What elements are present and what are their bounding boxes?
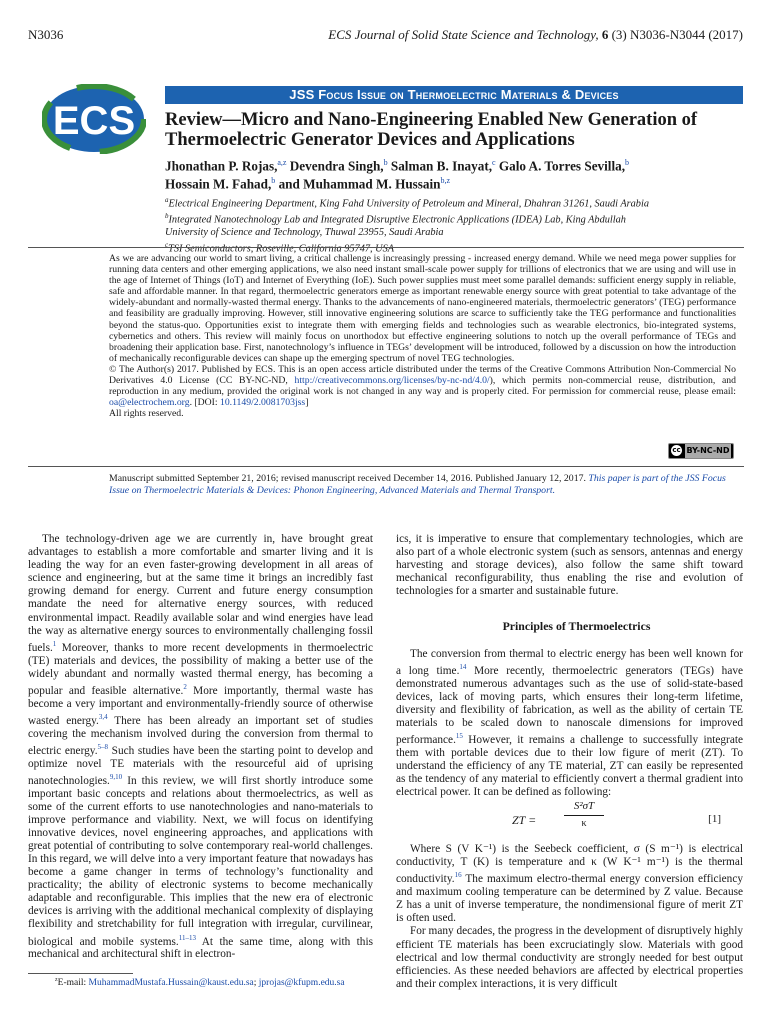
citation-ref[interactable]: 1 [52, 639, 57, 648]
permission-email-link[interactable]: oa@electrochem.org [109, 397, 190, 409]
progress-paragraph: For many decades, the progress in the development of disruptively highly efficient TE materials has been excruciatingly slow. Materials with good electrical and low thermal conductivity are strongly needed for best output efficiencies. As these needed behaviors are affected by electrical properties and their complex interactions, it is very difficult [396, 925, 743, 990]
section-heading: Principles of Thermoelectrics [502, 619, 651, 634]
page-number: N3036 [28, 27, 64, 42]
author-email-link[interactable]: MuhammadMustafa.Hussain@kaust.edu.sa [88, 978, 254, 989]
citation-ref[interactable]: 11–13 [178, 933, 196, 942]
journal-volume: 6 [601, 27, 609, 42]
footnote-divider [28, 973, 133, 974]
author-name: and Muhammad M. Hussain [275, 176, 441, 192]
definition-paragraph: Where S (V K⁻¹) is the Seebeck coefficient, σ (S m⁻¹) is electrical conductivity, T (K) is temperature and κ (W K⁻¹ m⁻¹) is the thermal conductivity.$^{16}$ The maximum electro-thermal energy conversion efficiency and maximum cooling temperature can be determined by Z value. Because Z has a unit of inverse temperature, the nondimensional figure of merit ZT is often used. [396, 843, 743, 925]
equation-lhs: ZT = [512, 813, 537, 827]
citation-ref[interactable]: 3,4 [98, 712, 108, 721]
copyright-notice: © The Author(s) 2017. Published by ECS. This is an open access article distributed under the terms of the Creative Commons Attribution Non-Commercial No Derivatives 4.0 License (CC BY-NC-ND, http://creativecommons.org/licenses/by-nc-nd/4.0/), which permits non-commercial reuse, distribution, and reproduction in any medium, provided the original work is not changed in any way and is properly cited. For permission for commercial reuse, please email: oa@electrochem.org. [DOI: 10.1149/2.0081703jss] [109, 363, 736, 409]
cc-badge-label: BY-NC-ND [685, 444, 731, 458]
affil-marker: a [165, 196, 169, 204]
author-name: Devendra Singh, [286, 158, 384, 174]
affil-marker: c [165, 240, 169, 249]
journal-issue-pages: (3) N3036-N3044 (2017) [611, 27, 743, 42]
abstract [109, 253, 736, 419]
intro-paragraph: The technology-driven age we are currently in, have brought great advantages to establish a more comfortable and smarter living and it is leading the way for an even faster-growing development in all areas of science and engineering, but at the same time it brings an incredibly fast growing demand for energy. Current and future energy consumption mandate the need for alternative energy sources, with reduced environmental impact. Readily available solar and wind energies have lead the way as alternative energy sources to environmentally challenging fossil fuels.$^1$ Moreover, thanks to more recent developments in thermoelectric (TE) materials and devices, the possibility of making a better use of the widely abundant and normally wasted thermal energy, has becoming a popular and feasible alternative.$^2$ More importantly, thermal waste has become a very important and environmentally-friendly source of otherwise wasted energy.$^{3,4}$ There has been already an important set of studies covering the mechanism involved during the conversion from thermal to electric energy.$^{5-8}$ Such studies have been the starting point to develop and optimize novel TE materials with the resourceful aid of uprising nanotechnologies.$^{9,10}$ In this review, we will first shortly introduce some important basic concepts and relations about thermoelectrics, as well as some of the current efforts to use nanotechnologies and nano-materials to improve performance and viability. Next, we will focus on identifying innovative devices, novel engineering approaches, and applications with great potential of contributing to solve contemporary real-world challenges. In this regard, we will delve into a very important feature that nowadays has become a game changer in terms of technology’s functionality and practicality; the ability of electronic systems to become mechanically adaptable and reconfigurable. This implies that the new era of electronic devices is arriving with the additional mechanical complexity of displaying flexibility and stretchability for full integration with irregular, curvilinear, biological and mobile systems.$^{11-13}$ At the same time, along with this mechanical and architectural shift in electron- [28, 533, 373, 961]
doi-link[interactable]: 10.1149/2.0081703jss [219, 397, 306, 409]
equation-denominator: κ [581, 818, 587, 829]
author-affil-sup: b [383, 158, 388, 167]
author-list [165, 155, 745, 192]
abstract-body: As we are advancing our world to smart living, a critical challenge is increasingly pressing - increased energy demand. While we need mega power supplies for running data centers and other emerging applications, we also need instant small-scale power supply for trillions of electronics that we are using and will use in the age of Internet of Things (IoT) and Internet of Everything (IoE). Such power supplies must meet some parallel demands: sufficient energy supply in reliable, safe and affordable manner. In that regard, thermoelectric generators emerge as important renewable energy source with great potential to take advantage of the widely-abundant and normally-wasted thermal energy. Thanks to the advancements of nano-engineered materials, thermoelectric generators’ (TEG) performance and feasibility are gradually improving. However, still innovative engineering solutions are scarce to sufficiently take the TEG performance and functionalities beyond the status-quo. Opportunities exist to integrate them with emerging fields and technologies such as wearable electronics, bio-integrated systems, cybernetics and others. This review will mainly focus on unorthodox but effective engineering solutions to notch up the overall performance of TEGs and broadening their application base. First, nanotechnology’s influence in TEGs’ development will be introduced, followed by a discussion on how the introduction of mechanically reconfigurable devices can shape up the emerging spectrum of novel TEG technologies. [109, 253, 736, 364]
focus-issue-note[interactable]: This paper is part of the JSS Focus Issue on Thermoelectric Materials & Devices: Phonon Engineering, Advanced Materials and Thermal Transport. [109, 473, 726, 496]
author-name: Galo A. Torres Sevilla, [495, 158, 626, 174]
focus-issue-banner: JSS Focus Issue on Thermoelectric Materials & Devices [165, 86, 743, 104]
principles-paragraph: The conversion from thermal to electric energy has been well known for a long time.$^{14}$ More recently, thermoelectric generators (TEGs) have demonstrated numerous advantages such as the use of solid-state-based devices, lack of moving parts, which ensures their long-term lifetime, diversity and flexibility of fabrication, as well as the ability of certain TE materials to be scaled down to nanoscale dimensions for improved performance.$^{15}$ However, it remains a challenge to successfully integrate them with portable devices due to their low figure of merit (ZT). To understand the efficiency of any TE material, ZT can easily be represented as the tendency of any material to efficiently convert a thermal gradient into electrical power. It can be defined as following: [396, 647, 744, 799]
author-affil-sup: b,z [440, 176, 451, 186]
title-line-1: Review—Micro and Nano-Engineering Enabled New Generation of [165, 110, 698, 130]
cc-icon: cc [672, 446, 681, 454]
rights-reserved: All rights reserved. [109, 408, 184, 420]
logo-text: ECS [52, 99, 136, 143]
author-affil-sup: b [271, 176, 276, 186]
ecs-logo-icon [42, 84, 146, 154]
journal-name: ECS Journal of Solid State Science and Technology, [328, 27, 599, 42]
equation-zt [396, 800, 743, 838]
footnote: $^z$E-mail: MuhammadMustafa.Hussain@kaust.edu.sa; jprojas@kfupm.edu.sa [55, 977, 345, 989]
fraction-bar [564, 815, 604, 816]
author-affil-sup: a,z [277, 158, 287, 167]
license-link[interactable]: http://creativecommons.org/licenses/by-nc-nd/4.0/ [294, 375, 490, 387]
affiliation: University of Science and Technology, Thuwal 23955, Saudi Arabia [165, 226, 444, 238]
paper-title [165, 110, 745, 150]
manuscript-history [109, 473, 736, 496]
equation-numerator: S²σT [573, 800, 595, 812]
author-affil-sup: c [492, 158, 496, 167]
author-name: Hossain M. Fahad, [165, 176, 272, 192]
author-affil-sup: b [625, 158, 630, 167]
citation-ref[interactable]: 2 [183, 682, 187, 691]
left-column [28, 533, 373, 962]
title-line-2: Thermoelectric Generator Devices and Applications [165, 130, 575, 150]
manuscript-dates: Manuscript submitted September 21, 2016; revised manuscript received December 14, 2016. Published January 12, 2017. [109, 473, 589, 484]
affiliation: Integrated Nanotechnology Lab and Integrated Disruptive Electronic Applications (IDEA) Lab, King Abdullah [168, 214, 626, 226]
author-email-link[interactable]: jprojas@kfupm.edu.sa [258, 978, 345, 989]
journal-citation [198, 27, 743, 43]
affiliation: TSI Semiconductors, Roseville, California 95747, USA [168, 243, 395, 255]
citation-ref[interactable]: 15 [455, 731, 463, 740]
footnote-marker: z [55, 977, 58, 983]
citation-ref[interactable]: 5–8 [97, 742, 109, 751]
author-name: Salman B. Inayat, [387, 158, 493, 174]
citation-ref[interactable]: 16 [454, 871, 462, 880]
cc-license-badge[interactable] [668, 443, 734, 459]
equation-number: [1] [708, 813, 721, 825]
continued-paragraph: ics, it is imperative to ensure that complementary technologies, which are also part of a whole electronic system (such as sensors, antennas and energy harvesting and storage devices), also follow the same shift toward mechanical reconfigurability, thus enabling the rise and evolution of technologies for a smarter and sustainable future. [396, 533, 743, 598]
citation-ref[interactable]: 14 [459, 662, 467, 671]
affiliation: Electrical Engineering Department, King Fahd University of Petroleum and Mineral, Dhahran 31261, Saudi Arabia [168, 198, 649, 210]
affil-marker: b [165, 212, 169, 221]
citation-ref[interactable]: 9,10 [109, 772, 123, 781]
author-name: Jhonathan P. Rojas, [165, 158, 278, 174]
right-column [396, 533, 743, 991]
